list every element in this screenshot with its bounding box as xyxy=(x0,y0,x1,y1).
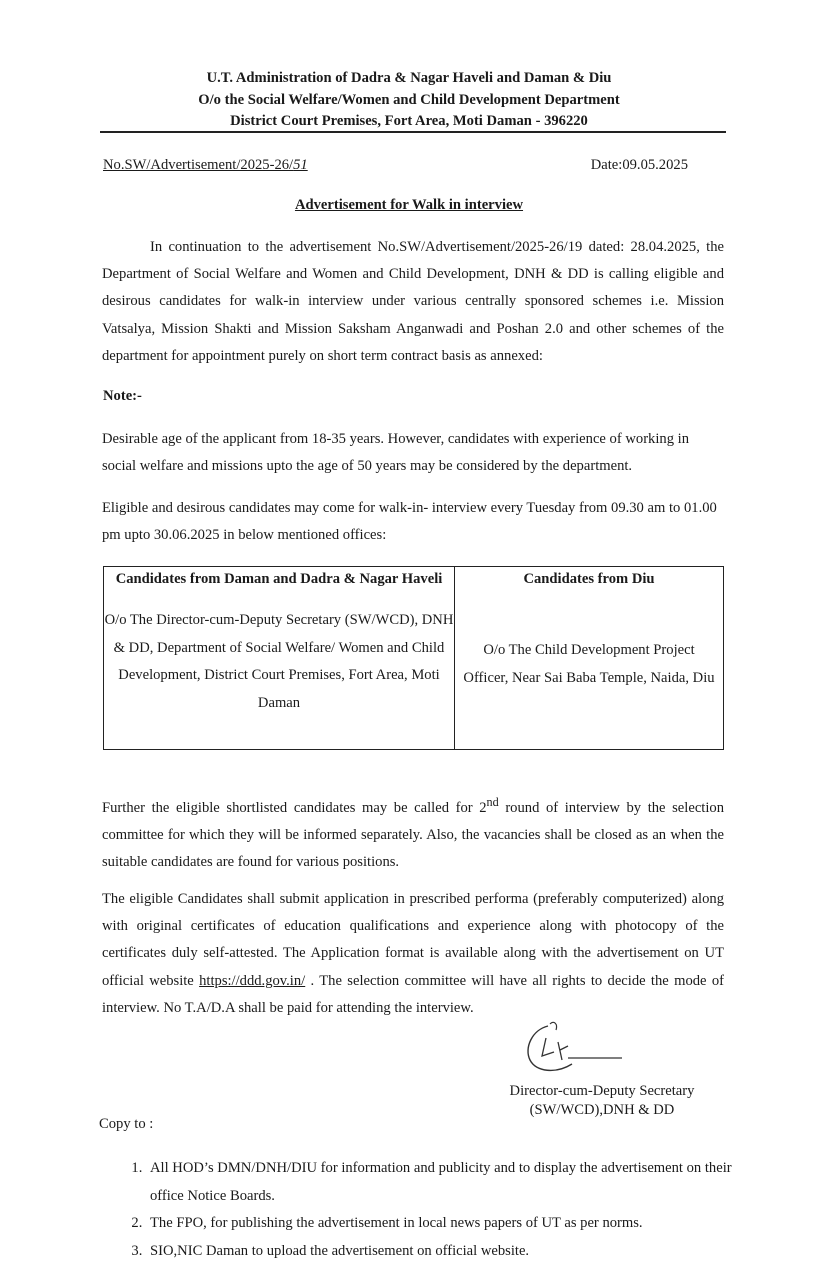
website-link[interactable]: https://ddd.gov.in/ xyxy=(199,972,306,989)
signatory-block xyxy=(500,1082,704,1120)
reference-handwritten-suffix: 51 xyxy=(293,157,308,173)
signatory-department: (SW/WCD),DNH & DD xyxy=(529,1102,675,1118)
header-line-1: U.T. Administration of Dadra & Nagar Haveli and Daman & Diu xyxy=(206,70,612,86)
list-item: 3. SIO,NIC Daman to upload the advertisement on official website. xyxy=(146,1238,768,1266)
page-title: Advertisement for Walk in interview xyxy=(294,197,524,213)
office-diu-heading: Candidates from Diu xyxy=(523,571,655,587)
intro-paragraph: In continuation to the advertisement No.SW/Advertisement/2025-26/19 dated: 28.04.2025, the Department of Social Welfare and Women and Child Development, DNH & DD is calling eligible and desirous candidates for walk-in interview under various centrally sponsored schemes i.e. Mission Vatsalya, Mission Shakti and Mission Saksham Anganwadi and Poshan 2.0 and other schemes of the department for appointment purely on short term contract basis as annexed: xyxy=(102,239,724,364)
walkin-note: Eligible and desirous candidates may come for walk-in- interview every Tuesday from 09.30 am to 01.00 pm upto 30.06.2025 in below mentioned offices: xyxy=(102,500,717,544)
office-daman-heading: Candidates from Daman and Dadra & Nagar Haveli xyxy=(115,571,443,587)
office-diu-cell xyxy=(455,567,724,750)
age-note: Desirable age of the applicant from 18-35 years. However, candidates with experience of working in social welfare and missions upto the age of 50 years may be considered by the department. xyxy=(102,431,689,475)
office-diu-address: O/o The Child Development Project Officer, Near Sai Baba Temple, Naida, Diu xyxy=(463,642,715,686)
signatory-title: Director-cum-Deputy Secretary xyxy=(509,1083,695,1099)
office-daman-address: O/o The Director-cum-Deputy Secretary (SW/WCD), DNH & DD, Department of Social Welfare/ Women and Child Development, District Court Premises, Fort Area, Moti Daman xyxy=(104,612,454,711)
application-paragraph xyxy=(102,886,724,1022)
header-line-3: District Court Premises, Fort Area, Moti Daman - 396220 xyxy=(230,113,588,129)
document-date: Date:09.05.2025 xyxy=(590,157,688,173)
copy-to-list xyxy=(103,1155,768,1265)
reference-number xyxy=(103,157,308,173)
further-text-start: Further the eligible shortlisted candidates may be called for 2 xyxy=(102,799,487,816)
header-rule xyxy=(100,131,726,133)
application-text-end: . The selection committee will have all rights to decide the mode of interview. No T.A/D.A shall be paid for attending the interview. xyxy=(102,972,725,1016)
office-daman-cell xyxy=(104,567,455,750)
reference-line xyxy=(103,157,688,174)
copy-to-label: Copy to : xyxy=(99,1116,154,1132)
header-line-2: O/o the Social Welfare/Women and Child Development Department xyxy=(198,92,620,108)
note-label: Note:- xyxy=(103,388,142,404)
list-item: 2. The FPO, for publishing the advertisement in local news papers of UT as per norms. xyxy=(146,1210,768,1238)
signature-mark xyxy=(518,1016,628,1078)
reference-number-text: No.SW/Advertisement/2025-26/ xyxy=(103,157,294,173)
offices-table xyxy=(103,566,724,750)
further-text-end: round of interview by the selection committee for which they will be informed separately. Also, the vacancies shall be closed as an when the suitable candidates are found for various positions. xyxy=(102,799,725,871)
list-item: 1. All HOD’s DMN/DNH/DIU for information and publicity and to display the advertisement on their office Notice Boards. xyxy=(146,1155,768,1210)
application-text-start: The eligible Candidates shall submit application in prescribed performa (preferably computerized) along with original certificates of education qualifications and experience along with photocopy of the certificates duly self-attested. The Application format is available along with the advertisement on UT official website xyxy=(102,891,724,989)
further-superscript: nd xyxy=(486,795,499,809)
further-paragraph xyxy=(102,789,724,876)
